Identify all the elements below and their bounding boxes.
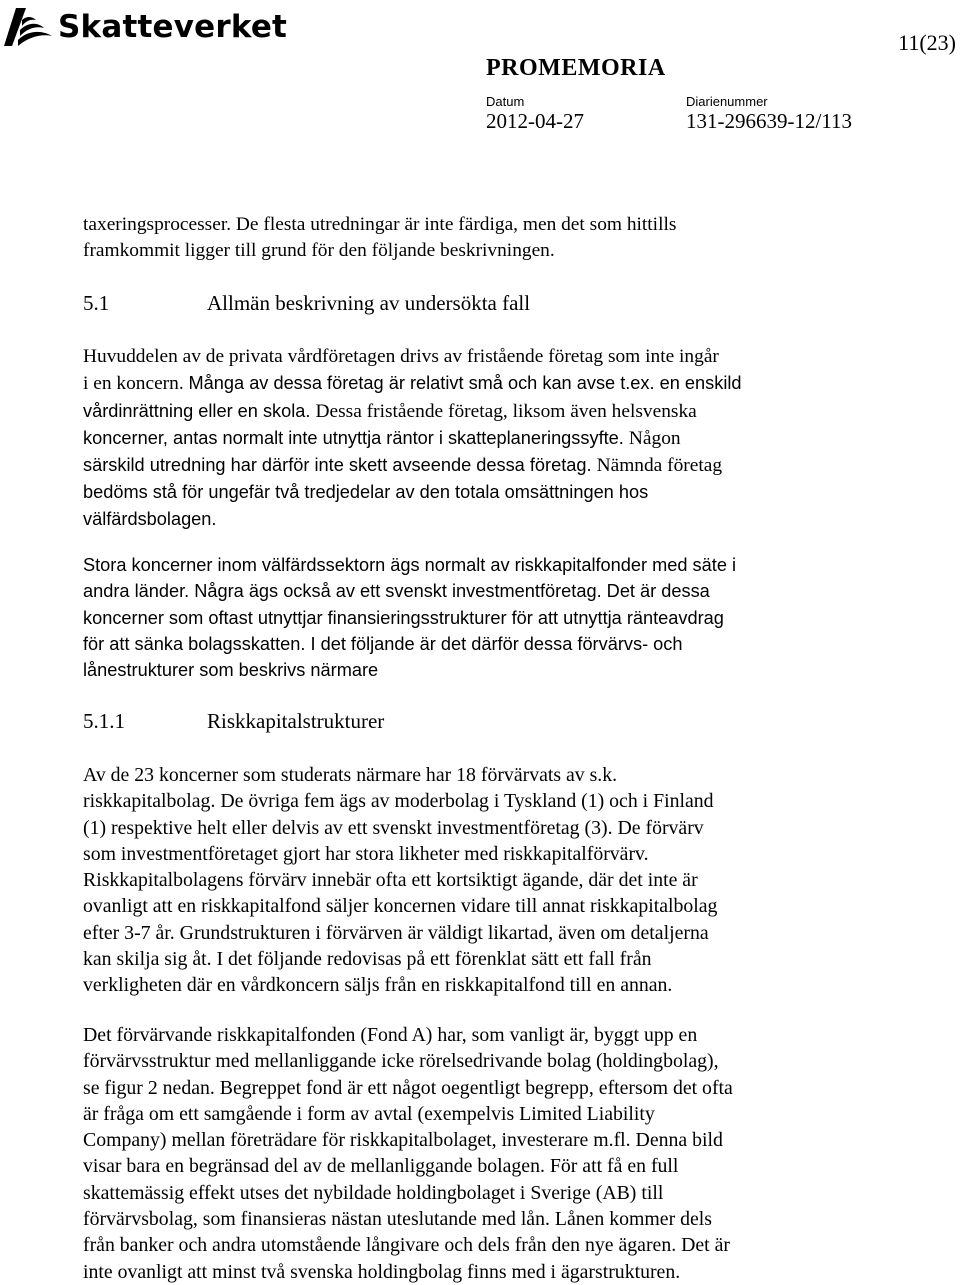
text-line: (1) respektive helt eller delvis av ett svenskt investmentföretag (3). De förvärv xyxy=(83,816,704,839)
paragraph-large-groups xyxy=(83,552,863,683)
text-line: från banker och andra utomstående långivare och dels från den nye ägaren. Det är xyxy=(83,1234,730,1257)
text-line: Det förvärvande riskkapitalfonden (Fond A) har, som vanligt är, byggt upp en xyxy=(83,1024,698,1046)
date-label: Datum xyxy=(486,94,525,109)
text-segment: Dessa fristående företag, liksom även helsvenska xyxy=(315,400,697,422)
text-line: är fråga om ett samgående i form av avtal (exempelvis Limited Liability xyxy=(83,1102,655,1125)
section-title: Allmän beskrivning av undersökta fall xyxy=(207,291,531,315)
text-line: koncerner som oftast utnyttjar finansieringsstrukturer för att utnyttja ränteavdrag xyxy=(83,607,724,628)
date-value: 2012-04-27 xyxy=(486,109,584,133)
crown-wave-logo-icon xyxy=(4,6,54,48)
text-line: se figur 2 nedan. Begreppet fond är ett något oegentligt begrepp, eftersom det ofta xyxy=(83,1076,733,1099)
text-line: välfärdsbolagen. xyxy=(83,508,217,529)
text-line: ovanligt att en riskkapitalfond säljer koncernen vidare till annat riskkapitalbolag xyxy=(83,895,718,918)
text-line: kan skilja sig åt. I det följande redovisas på ett förenklat sätt ett fall från xyxy=(83,948,652,971)
text-line: förvärvsstruktur med mellanliggande icke rörelsedrivande bolag (holdingbolag), xyxy=(83,1050,719,1073)
section-number: 5.1 xyxy=(83,291,110,315)
text-segment: särskild utredning har därför inte skett avseende dessa företag. xyxy=(83,455,597,476)
text-line: som investmentföretaget gjort har stora likheter med riskkapitalförvärv. xyxy=(83,842,649,865)
text-segment: vårdinrättning eller en skola. xyxy=(83,400,316,421)
reference-value: 131-296639-12/113 xyxy=(686,109,853,133)
text-line: bedöms stå för ungefär två tredjedelar av den totala omsättningen hos xyxy=(83,482,649,503)
text-segment: Någon xyxy=(628,427,681,449)
text-line: skattemässig effekt utses det nybildade holdingbolaget i Sverige (AB) till xyxy=(83,1181,664,1204)
text-line: riskkapitalbolag. De övriga fem ägs av moderbolag i Tyskland (1) och i Finland xyxy=(83,790,714,813)
text-line: efter 3-7 år. Grundstrukturen i förvärven är väldigt likartad, även om detaljerna xyxy=(83,921,709,944)
text-line xyxy=(83,425,863,452)
logo-wordmark: Skatteverket xyxy=(58,8,288,45)
text-line xyxy=(83,452,863,479)
text-line: taxeringsprocesser. De flesta utredningar är inte färdiga, men det som hittills xyxy=(83,214,677,235)
skatteverket-logo xyxy=(4,6,287,48)
text-segment: i en koncern. xyxy=(83,373,189,395)
text-line: för att sänka bolagsskatten. I det följande är det därför dessa förvärvs- och xyxy=(83,633,683,654)
intro-paragraph xyxy=(83,212,843,265)
text-line: verkligheten där en vårdkoncern säljs från en riskkapitalfond till en annan. xyxy=(83,974,673,997)
paragraph-risk-capital xyxy=(83,762,863,999)
text-line: inte ovanligt att minst två svenska holdingbolag finns med i ägarstrukturen. xyxy=(83,1260,681,1283)
text-line xyxy=(83,398,863,425)
text-line: Av de 23 koncerner som studerats närmare har 18 förvärvats av s.k. xyxy=(83,764,618,786)
reference-label: Diarienummer xyxy=(686,94,768,109)
paragraph-acquiring-fund xyxy=(83,1022,863,1285)
text-line: Riskkapitalbolagens förvärv innebär ofta ett kortsiktigt ägande, där det inte är xyxy=(83,869,698,892)
text-segment: koncerner, antas normalt inte utnyttja räntor i skatteplaneringssyfte. xyxy=(83,427,629,448)
text-line: framkommit ligger till grund för den följande beskrivningen. xyxy=(83,240,555,262)
paragraph-private-care xyxy=(83,344,863,532)
text-line: visar bara en begränsad del av de mellanliggande bolagen. För att få en full xyxy=(83,1155,679,1178)
text-segment: andra länder. Några ägs också av ett svenskt investmentföretag. Det är dessa xyxy=(83,581,710,602)
text-line xyxy=(83,578,863,604)
page-number: 11(23) xyxy=(898,30,956,55)
text-segment: Nämnda företag xyxy=(596,455,723,477)
text-segment: Många av dessa företag är relativt små och kan avse t.ex. en enskild xyxy=(188,373,742,394)
subsection-number: 5.1.1 xyxy=(83,709,125,733)
text-line: förvärvsbolag, som finansieras nästan uteslutande med lån. Lånen kommer dels xyxy=(83,1208,712,1231)
subsection-title: Riskkapitalstrukturer xyxy=(207,709,385,733)
document-type: PROMEMORIA xyxy=(486,55,666,81)
text-line xyxy=(83,370,863,397)
text-line: Stora koncerner inom välfärdssektorn ägs normalt av riskkapitalfonder med säte i xyxy=(83,555,737,575)
text-line: lånestrukturer som beskrivs närmare xyxy=(83,660,379,681)
text-line: Huvuddelen av de privata vårdföretagen drivs av fristående företag som inte ingår xyxy=(83,346,719,367)
text-line: Company) mellan företrädare för riskkapitalbolaget, investerare m.fl. Denna bild xyxy=(83,1129,723,1152)
